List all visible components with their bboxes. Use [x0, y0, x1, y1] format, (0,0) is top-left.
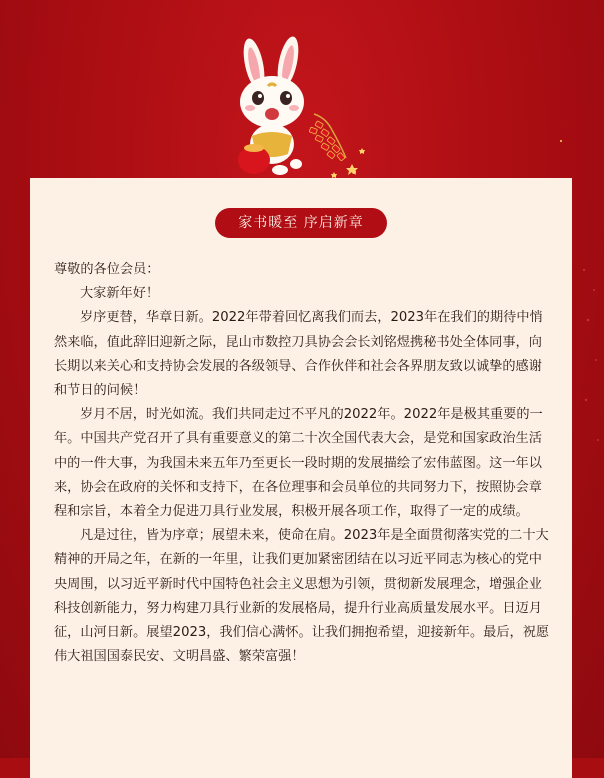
page-title: 家书暖至 序启新章 — [215, 208, 387, 238]
paragraph: 岁序更替，华章日新。2022年带着回忆离我们而去，2023年在我们的期待中悄然来临，值此辞旧迎新之际，昆山市数控刀具协会会长刘铭煜携秘书处全体同事，向长期以来关心和支持协会发展的各级领导、合作伙伴和社会各界朋友致以诚挚的感谢和节日的问候！ — [54, 310, 543, 399]
rabbit-mascot-icon — [222, 36, 322, 196]
paragraph: 凡是过往，皆为序章；展望未来，使命在肩。2023年是全面贯彻落实党的二十大精神的开局之年，在新的一年里，让我们更加紧密团结在以习近平同志为核心的党中央周围，以习近平新时代中国特色社会主义思想为引领，贯彻新发展理念，增强企业科技创新能力，努力构建刀具行业新的发展格局，提升行业高质量发展水平。日迈月征，山河日新。展望2023，我们信心满怀。让我们拥抱希望，迎接新年。最后，祝愿伟大祖国国泰民安、文明昌盛、繁荣富强！ — [54, 528, 550, 665]
paragraph: 岁月不居，时光如流。我们共同走过不平凡的2022年。2022年是极其重要的一年。中国共产党召开了具有重要意义的第二十次全国代表大会，是党和国家政治生活中的一件大事，为我国未来五年乃至更长一段时期的发展描绘了宏伟蓝图。这一年以来，协会在政府的关怀和支持下，在各位理事和会员单位的共同努力下，按照协会章程和宗旨，本着全力促进刀具行业发展，积极开展各项工作，取得了一定的成绩。 — [54, 407, 543, 520]
fireworks-decoration — [574, 250, 604, 650]
letter-body — [54, 258, 554, 669]
greeting: 大家新年好！ — [80, 286, 160, 302]
salutation: 尊敬的各位会员： — [54, 262, 160, 277]
sparkle-icon — [352, 170, 356, 174]
sparkle-icon — [560, 140, 562, 142]
